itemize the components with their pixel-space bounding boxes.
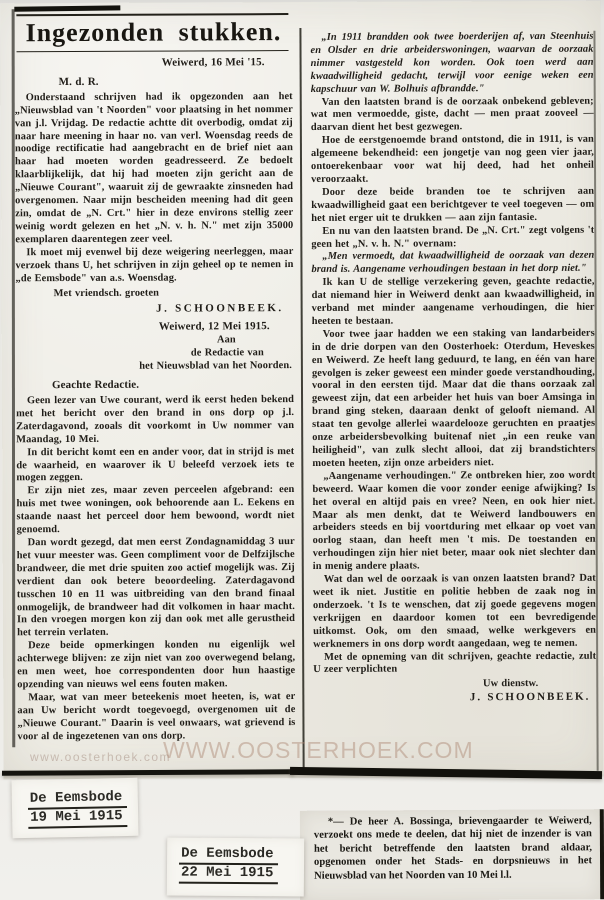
slip-date: 19 Mei 1915 (28, 809, 128, 829)
salutation: Geachte Redactie. (51, 378, 140, 392)
dateline: Weiwerd, 12 Mei 1915. (158, 320, 270, 333)
slip-title: De Eemsbode (179, 847, 279, 866)
paragraph: In dit bericht komt een en ander voor, dat in strijd is met de waarheid, en waarover ik U beleefd verzoek iets te mogen zeggen. (16, 445, 295, 484)
paragraph: Hoe de eerstgenoemde brand ontstond, die in 1911, is van algemeene bekendheid: een jongetje van nog geen vier jaar, ontoerekenbaar voor wat hij deed, had het onheil veroorzaakt. (310, 133, 595, 185)
date-slip-22-mei-1915 (167, 838, 304, 897)
slip-date: 22 Mei 1915 (179, 866, 279, 885)
paragraph: Door deze beide branden toe te schrijven aan kwaadwilligheid gaat een berichtgever te veel toegeven — om het niet erger uit te drukken — aan zijn fantasie. (311, 185, 595, 224)
paragraph: Wat dan wel de oorzaak is van onzen laatsten brand? Dat weet ik niet. Justitie en politie hebben de zaak nog in onderzoek. 't Is te wenschen, dat zij goede gegevens mogen verkrijgen en daardoor komen tot een bevredigende uitkomst. Ook, om den smaad, welke werkgevers en werknemers in ons dorp wordt aangedaan, weg te nemen. (312, 572, 597, 650)
paragraph: Geen lezer van Uwe courant, werd ik eerst heden bekend met het bericht over den brand in ons dorp op j.l. Zaterdagavond, zooals dit voorkomt in Uw nommer van Maandag, 10 Mei. (16, 394, 295, 445)
newspaper-clipping (0, 1, 603, 780)
salutation: M. d. R. (58, 75, 99, 88)
paragraph: En nu van den laatsten brand. De „N. Crt." zegt volgens 't geen het „N. v. h. N." overnam: (311, 224, 595, 250)
signature: J. SCHOONBEEK. (469, 690, 591, 704)
address-line: de Redactie van (190, 347, 264, 359)
valediction: Uw dienstw. (482, 678, 539, 690)
dateline: Weiwerd, 16 Mei '15. (161, 56, 265, 69)
address-line: het Nieuwsblad van het Noorden. (139, 360, 292, 372)
horizontal-rule (16, 13, 288, 16)
right-column (310, 31, 596, 772)
column-divider-rule (299, 28, 304, 774)
paragraph: Voor twee jaar hadden we een staking van landarbeiders in de drie dorpen van den Oosterhoek: Oterdum, Heveskes en Weiwerd. Ze heeft lang geduurd, te lang, en één van hare gevolgen is zeker geweest een minder goede verstandhouding, vooral in den eersten tijd. Maar dat die thans oorzaak zal geweest zijn, dat een arbeider het huis van boer Amsinga in brand ging steken, daaraan denkt of gelooft niemand. Al staat ten gevolge allerlei waardelooze geruchten en praatjes onze arbeidersbevolking buitenaf niet „in een reuke van heiligheid", van zulk slecht allooi, dat zij brandstichters moeten heeten, zijn onze arbeiders niet. (311, 327, 596, 469)
paragraph: „Aangename verhoudingen." Ze ontbreken hier, zoo wordt beweerd. Waar komen die voor zonder eenige afwijking? Is het overal en altijd pais en vree? Neen, en ook hier niet. Maar als men denkt, dat te Weiwerd landbouwers en arbeiders steeds en bij voortduring met elkaar op voet van oorlog staan, dan heeft men 't mis. De toestanden en verhoudingen zijn hier niet beter, maar ook niet slechter dan in menig andere plaats. (312, 469, 596, 573)
quoted-paragraph: „Men vermoedt, dat kwaadwilligheid de oorzaak van dezen brand is. Aangename verhoudingen bestaan in het dorp niet." (311, 250, 595, 276)
paragraph: Onderstaand schrijven had ik opgezonden aan het „Nieuwsblad van 't Noorden" voor plaatsing in het nommer van j.l. Vrijdag. De redactie achtte dit overbodig, omdat zij naar hare meening in haar no. van verl. Woensdag reeds de noodige rectificatie had aangebracht en de brief niet aan haar had moeten worden geadresseerd. Ze bedoelt klaarblijkelijk, dat hij had moeten zijn gericht aan de „Nieuwe Courant", waaruit zij de gewraakte zinsneden had overgenomen. Naar mijn bescheiden meening had dit geen zin, omdat de „N. Crt." hier in deze environs stellig zeer weinig wordt gelezen en het „N. v. h. N." met zijn 35000 exemplaren daarentegen zeer veel. (14, 90, 294, 246)
quoted-paragraph: „In 1911 brandden ook twee boerderijen af, van Steenhuis en Olsder en drie arbeiderswoningen, waarvan de oorzaak nimmer vastgesteld kon worden. Ook toen werd aan kwaadwilligheid gedacht, terwijl voor eenige weken een kapschuur van W. Bolhuis afbrandde." (310, 30, 594, 95)
paragraph: Er zijn niet zes, maar zeven perceelen afgebrand: een huis met twee woningen, ook behoorende aan L. Eekens en staande naast het perceel door hem bewoond, wordt niet genoemd. (16, 484, 295, 536)
horizontal-rule (17, 50, 289, 52)
notice-text: *— De heer A. Bossinga, brievengaarder te Weiwerd, verzoekt ons mede te deelen, dat hij niet de inzender is van het bericht betreffende den laatsten brand aldaar, opgenomen onder het Stads- en dorpsnieuws in het Nieuwsblad van het Noorden van 10 Mei l.l. (313, 815, 593, 882)
watermark-large: WWW.OOSTERHOEK.COM (163, 737, 474, 763)
paragraph: Met de opneming van dit schrijven, geachte redactie, zult U zeer verplichten (313, 650, 597, 676)
paragraph: Ik moet mij evenwel bij deze weigering neerleggen, maar verzoek thans U, het schrijven in zijn geheel op te nemen in „de Eemsbode" van a.s. Woensdag. (15, 245, 294, 284)
letter-closing: Met vriendsch. groeten (53, 288, 160, 300)
date-slip-19-mei-1915 (11, 778, 138, 838)
left-column (14, 6, 295, 767)
paragraph: Van den laatsten brand is de oorzaak onbekend gebleven; wat men vermoedde, giste, dacht — men praat zooveel — daarvan dient het best gezwegen. (310, 95, 594, 134)
paragraph: Ik kan U de stellige verzekering geven, geachte redactie, dat niemand hier in Weiwerd denkt aan kwaadwilligheid, in verband met minder aangename verhoudingen, die hier heeten te bestaan. (311, 275, 595, 327)
slip-title: De Eemsbode (28, 790, 128, 810)
paragraph: Maar, wat van meer beteekenis moet heeten, is, wat er aan Uw bericht wordt toegevoegd, overgenomen uit de „Nieuwe Courant." Daarin is veel onwaars, wat grievend is voor al de ingezetenen van ons dorp. (17, 690, 296, 742)
watermark-small: www.oosterhoek.com (30, 750, 172, 764)
notice-clipping (300, 809, 604, 900)
paragraph: Deze beide opmerkingen konden nu eigenlijk wel achterwege blijven: ze zijn niet van zoo overwegend belang, en men weet, hoe correspondenten door hun haastige opzending van nieuws wel eens fouten maken. (17, 639, 296, 691)
signature: J. SCHOONBEEK. (156, 302, 284, 315)
section-title: Ingezonden stukken. (25, 17, 282, 48)
paragraph: Dan wordt gezegd, dat men eerst Zondagnamiddag 3 uur het vuur meester was. Geen compliment voor de Delfzijlsche brandweer, die met drie spuiten zoo actief mogelijk was. Zij verdient dan ook betere beoordeeling. Zaterdagavond tusschen 10 en 11 was uitbreiding van den brand finaal onmogelijk, de brandweer had dit volkomen in haar macht. In den vroegen morgen kon zij dan ook met alle gerustheid het terrein verlaten. (16, 536, 296, 639)
address-line: Aan (216, 334, 236, 346)
